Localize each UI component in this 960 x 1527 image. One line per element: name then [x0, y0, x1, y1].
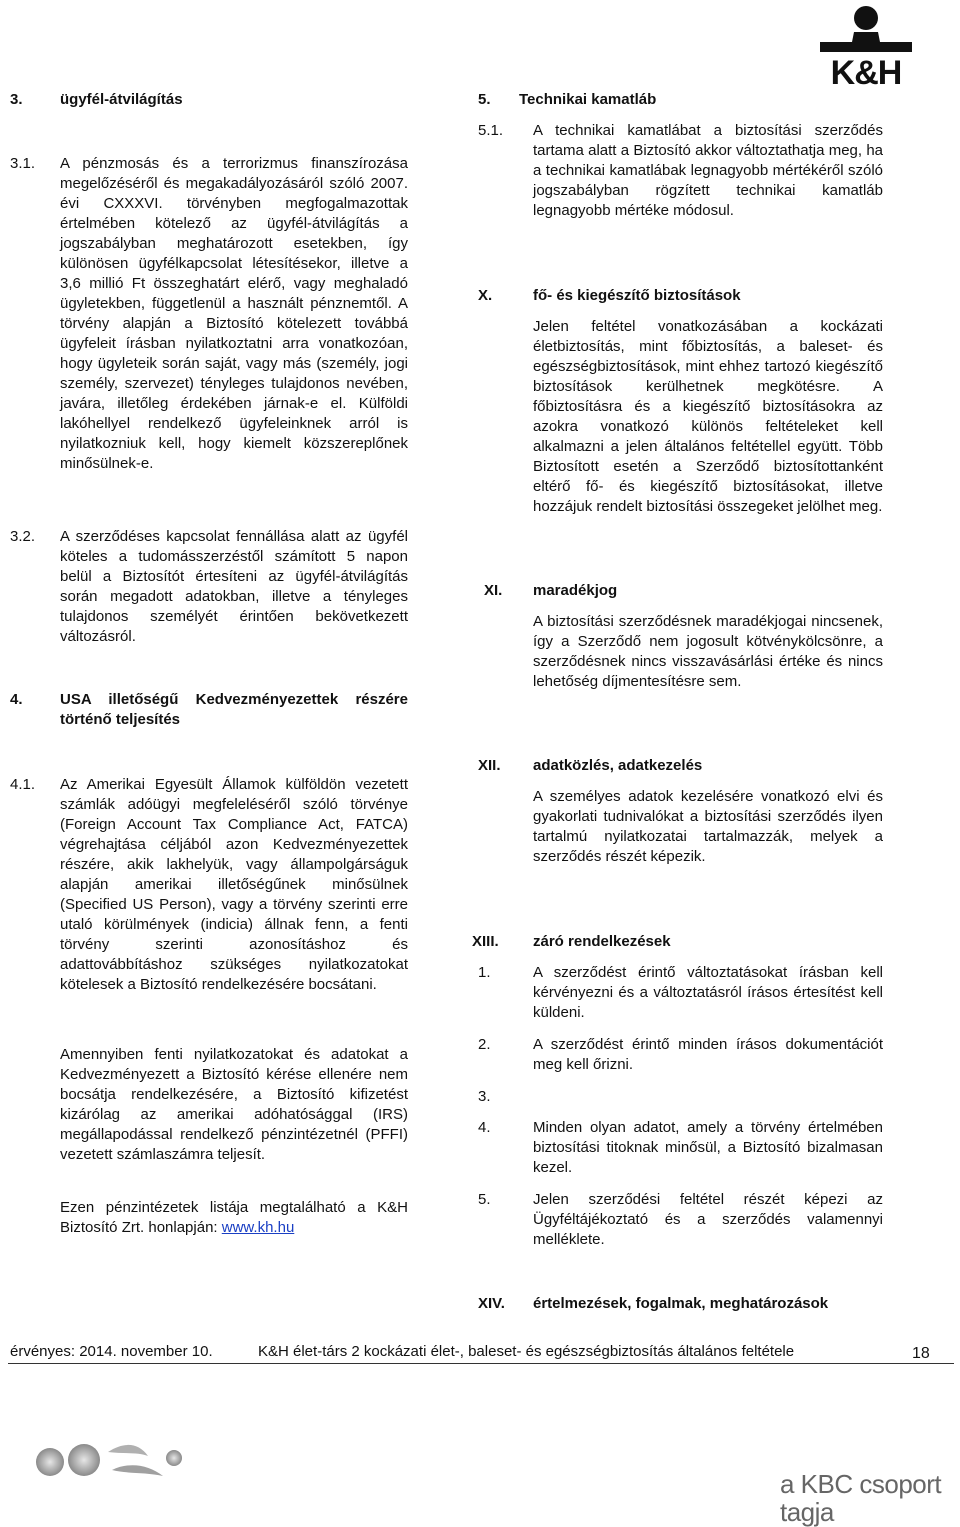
clause-text: A pénzmosás és a terrorizmus finanszírozása megelőzéséről és megakadályozásáról szóló 2007. évi CXXXVI. törvényben megfogalmazottak értelmében kötelező az ügyfél-átvilágítás a jogszabályban meghatározott esetekben, így különösen ügyfélkapcsolat létesítésekor, illetve a 3,6 millió Ft összeghatárt elérő, vagy meghaladó ügyletekben, függetlenül a használt pénznemtől. A törvény alapján a Biztosító kötelezett továbbá ügyfeleit írásban nyilatkoztatni arra vonatkozóan, hogy ügyleteik során saját, vagy más (személy, jogi személy, szervezet) tényleges tulajdonos nevében, javára, illetőleg érdekében járnak-e el. Külföldi lakóhellyel rendelkező ügyfeleinknek arról is nyilatkozniuk kell, hogy kiemelt közszereplőnek minősülnek-e. [60, 155, 408, 472]
list-item-number: 1. [478, 964, 491, 981]
section-title: maradékjog [533, 582, 618, 599]
clause-text: A technikai kamatlábat a biztosítási szerződés tartama alatt a Biztosító akkor változtathatja meg, ha a technikai kamatlábak legnagyobb mértékéről szóló jogszabályban rögzített technikai kamatláb legnagyobb mértéke módosul. [533, 122, 883, 219]
section-title: záró rendelkezések [533, 933, 671, 950]
section-title: ügyfél-átvilágítás [60, 91, 183, 108]
section-number: XIV. [478, 1295, 505, 1312]
clause-number: 3.1. [10, 155, 36, 172]
kh-logo-mark-icon [810, 4, 922, 56]
section-text: Jelen feltétel vonatkozásában a kockázati életbiztosítás, mint főbiztosítás, a baleset- és egészségbiztosítások, mint ehhez tartozó kiegészítő biztosítások kerülhetnek megkötésre. A főbiztosításra és a kiegészítő biztosításokra az azokra vonatkozó különös feltételeket kell alkalmazni a jelen általános feltétellel együtt. Több Biztosított esetén a Szerződő biztosítottanként eltérő fő- és kiegészítő biztosításokat, illetve hozzájuk rendelt biztosítási összegeket jelölhet meg. [533, 318, 883, 515]
list-item-text: Minden olyan adatot, amely a törvény értelmében biztosítási titoknak minősül, a Biztosító bizalmasan kezel. [533, 1119, 883, 1176]
section-title: adatközlés, adatkezelés [533, 757, 703, 774]
clause-text: A szerződéses kapcsolat fennállása alatt az ügyfél köteles a tudomásszerzéstől számított 5 napon belül a Biztosítót értesíteni az ügyfél-átvilágítás során megadott adatokban, illetve a tényleges tulajdonos személyét érintően bekövetkezett változásról. [60, 528, 408, 645]
section-number: XIII. [472, 933, 499, 950]
clause-number: 3.2. [10, 528, 36, 545]
section-number: XI. [484, 582, 503, 599]
kh-logo-text: K&H [830, 54, 902, 92]
clause-paragraph: Amennyiben fenti nyilatkozatokat és adatokat a Kedvezményezett a Biztosító kérése ellenére nem bocsátja rendelkezésére, a Biztosító kifizetést kizárólag az amerikai adóhatósággal (IRS) megállapodással rendelkező pénzintézetnél (PFFI) vezetett számlaszámra teljesít. [60, 1046, 408, 1163]
kbc-group-tagline: a KBC csoport tagja [780, 1469, 942, 1527]
section-number: 5. [478, 91, 491, 108]
section-number: 4. [10, 691, 23, 708]
list-item-text: Jelen szerződési feltétel részét képezi az Ügyféltájékoztató és a szerződés valamennyi melléklete. [533, 1191, 883, 1248]
paragraph-text: Ezen pénzintézetek listája megtalálható a K&H Biztosító Zrt. honlapján: [60, 1199, 408, 1236]
list-item-number: 5. [478, 1191, 491, 1208]
section-title: Technikai kamatláb [519, 91, 657, 108]
list-item-number: 3. [478, 1088, 491, 1105]
list-item-text: A szerződést érintő minden írásos dokumentációt meg kell őrizni. [533, 1036, 883, 1073]
website-link[interactable]: www.kh.hu [221, 1219, 295, 1236]
page-number: 18 [912, 1345, 930, 1362]
section-text: A személyes adatok kezelésére vonatkozó elvi és gyakorlati tudnivalókat a biztosítási szerződés ilyen tartalmú nyilatkozatai tartalmazzák, melyek a szerződés részét képezik. [533, 788, 883, 865]
list-item-number: 2. [478, 1036, 491, 1053]
document-title: K&H élet-társ 2 kockázati élet-, baleset- és egészségbiztosítás általános feltétele [258, 1343, 795, 1360]
section-title: USA illetőségű Kedvezményezettek részére történő teljesítés [60, 691, 408, 728]
footer-divider [8, 1363, 954, 1364]
clause-number: 4.1. [10, 776, 36, 793]
clause-text: Az Amerikai Egyesült Államok külföldön vezetett számlák adóügyi megfeleléséről szóló törvénye (Foreign Account Tax Compliance Act, FATCA) végrehajtása céljából azon Kedvezményezettek részére, akik lakhelyük, vagy állampolgárságuk alapján amerikai illetőségűnek minősülnek (Specified US Person), vagy a törvény szerinti erre utaló körülmények (indicia) állnak fenn, a fenti törvény szerinti azonosításhoz és adattovábbításhoz szükséges nyilatkozatokat kötelesek a Biztosító rendelkezésére bocsátani. [60, 776, 408, 993]
validity-date: érvényes: 2014. november 10. [10, 1343, 213, 1360]
section-text: A biztosítási szerződésnek maradékjogai nincsenek, így a Szerződő nem jogosult kötvénykölcsönre, a szerződésnek nincs visszavásárlási értéke és nincs lehetőség díjmentesítésre sem. [533, 613, 883, 690]
section-title: értelmezések, fogalmak, meghatározások [533, 1295, 829, 1312]
kh-logo [810, 4, 922, 92]
section-number: XII. [478, 757, 501, 774]
kbc-decorative-mark-icon [28, 1422, 188, 1494]
list-item-text: A szerződést érintő változtatásokat írásban kell kérvényezni és a változtatásról írásos értesítést kell küldeni. [533, 964, 883, 1021]
clause-number: 5.1. [478, 122, 504, 139]
section-number: 3. [10, 91, 23, 108]
section-title: fő- és kiegészítő biztosítások [533, 287, 741, 304]
list-item-number: 4. [478, 1119, 491, 1136]
clause-paragraph-with-link [60, 1198, 408, 1238]
section-number: X. [478, 287, 493, 304]
